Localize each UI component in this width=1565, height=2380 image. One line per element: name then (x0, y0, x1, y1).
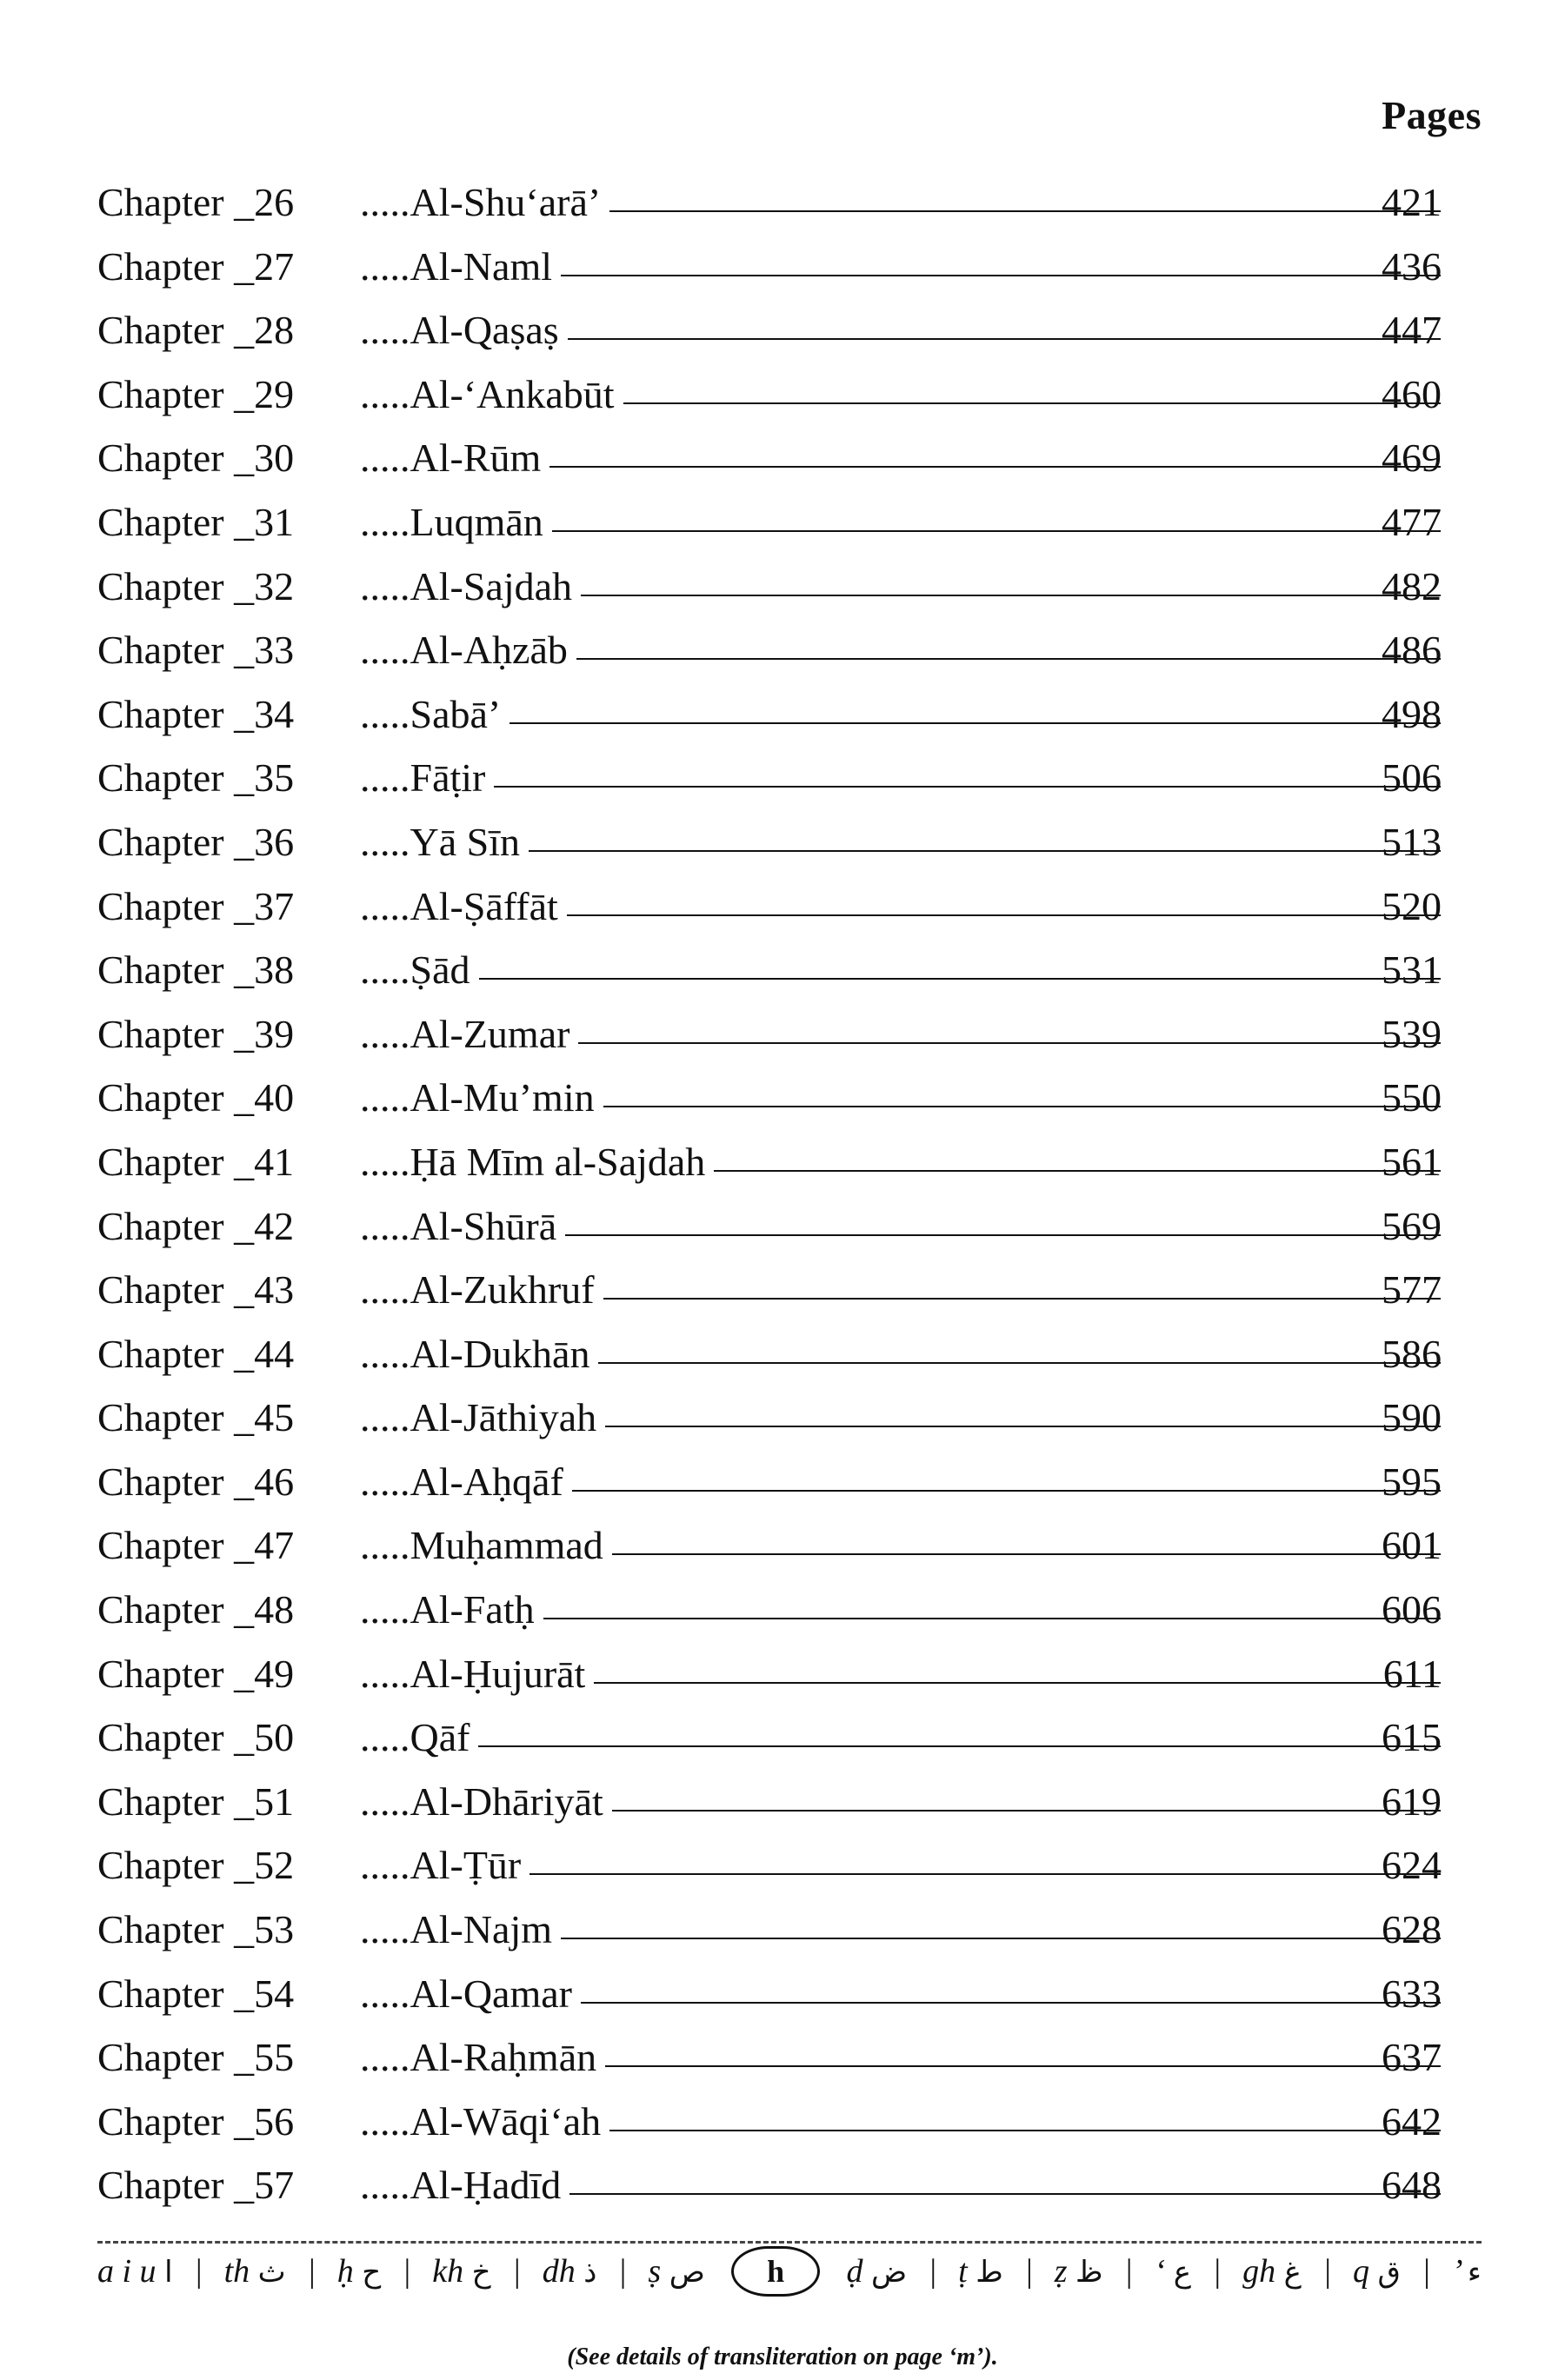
leader-rule (569, 2193, 1441, 2195)
translit-latin: ’ (1451, 2253, 1462, 2290)
page-number: 569 (1382, 1203, 1442, 1248)
translit-pair (543, 2252, 597, 2290)
toc-row (0, 1705, 1565, 1770)
toc-row (0, 426, 1565, 490)
translit-separator: | (1422, 2253, 1431, 2290)
translit-separator: | (1322, 2253, 1332, 2290)
chapter-title-leader (360, 810, 1441, 874)
translit-pair (337, 2252, 381, 2290)
leading-dots: ..... (360, 1139, 410, 1184)
leader-rule (479, 978, 1442, 980)
page-number: 539 (1382, 1011, 1442, 1056)
chapter-title-leader (360, 490, 1441, 555)
chapter-title-leader (360, 1194, 1441, 1259)
leader-rule (581, 595, 1441, 596)
translit-latin: q (1352, 2253, 1369, 2290)
leader-rule (552, 530, 1441, 532)
chapter-number: Chapter _44 (97, 1331, 295, 1376)
chapter-title-leader (360, 1578, 1441, 1642)
chapter-number: Chapter _48 (97, 1587, 295, 1632)
translit-arabic: ء (1467, 2255, 1482, 2290)
translit-latin: kh (432, 2253, 464, 2290)
chapter-title: Al-Raḥmān (410, 2035, 597, 2080)
translit-arabic: خ (471, 2255, 491, 2290)
page-number: 611 (1382, 1651, 1442, 1696)
translit-separator: | (193, 2253, 203, 2290)
leader-rule (561, 1938, 1441, 1939)
chapter-title: Al-Naml (410, 243, 553, 289)
chapter-title: Al-Ḥujurāt (410, 1651, 586, 1696)
leading-dots: ..... (360, 1907, 410, 1952)
translit-pair (97, 2252, 173, 2290)
page-number: 590 (1382, 1395, 1442, 1440)
chapter-number: Chapter _38 (97, 947, 295, 993)
leading-dots: ..... (360, 2098, 410, 2144)
leading-dots: ..... (360, 1267, 410, 1313)
leader-rule (612, 1810, 1441, 1812)
chapter-title-leader (360, 235, 1441, 299)
translit-separator: | (1212, 2253, 1222, 2290)
table-of-contents (0, 170, 1565, 2217)
page-number: 642 (1382, 2098, 1442, 2144)
chapter-number: Chapter _35 (97, 755, 295, 801)
leader-rule (594, 1682, 1441, 1684)
chapter-title-leader (360, 298, 1441, 362)
chapter-title-leader (360, 1130, 1441, 1194)
chapter-number: Chapter _45 (97, 1395, 295, 1440)
leading-dots: ..... (360, 1395, 410, 1440)
leader-rule (509, 722, 1441, 724)
toc-row (0, 810, 1565, 874)
translit-arabic: ظ (1076, 2255, 1103, 2290)
translit-separator: | (402, 2253, 411, 2290)
leader-rule (623, 402, 1441, 404)
leading-dots: ..... (360, 243, 410, 289)
toc-row (0, 1322, 1565, 1386)
page-number: 469 (1382, 435, 1442, 481)
chapter-title: Al-Rūm (410, 435, 542, 481)
leader-rule (605, 1426, 1441, 1427)
chapter-title: Al-Najm (410, 1907, 553, 1952)
page-number: 628 (1382, 1907, 1442, 1952)
toc-row (0, 1770, 1565, 1834)
translit-pair (1155, 2252, 1191, 2290)
translit-pair (1242, 2252, 1302, 2290)
leading-dots: ..... (360, 435, 410, 481)
leading-dots: ..... (360, 1715, 410, 1760)
chapter-title-leader (360, 1386, 1441, 1450)
toc-row (0, 555, 1565, 619)
leader-rule (576, 658, 1441, 660)
toc-row (0, 235, 1565, 299)
leading-dots: ..... (360, 1523, 410, 1568)
translit-arabic: ا (164, 2255, 173, 2290)
chapter-title: Al-Zumar (410, 1011, 570, 1056)
translit-latin: ṣ (648, 2253, 662, 2290)
leader-rule (581, 2002, 1441, 2004)
toc-row (0, 170, 1565, 235)
chapter-title: Qāf (410, 1715, 470, 1760)
leading-dots: ..... (360, 1587, 410, 1632)
translit-arabic: ق (1377, 2255, 1401, 2290)
page-number: 486 (1382, 628, 1442, 673)
page-number: 615 (1382, 1715, 1442, 1760)
chapter-title-leader (360, 2153, 1441, 2217)
translit-pair (846, 2252, 907, 2290)
page-number: 498 (1382, 691, 1442, 736)
leader-rule (549, 466, 1441, 468)
translit-pair (958, 2252, 1003, 2290)
chapter-title: Al-‘Ankabūt (410, 371, 615, 416)
leading-dots: ..... (360, 2035, 410, 2080)
leading-dots: ..... (360, 1778, 410, 1824)
chapter-number: Chapter _40 (97, 1075, 295, 1120)
chapter-title: Al-Mu’min (410, 1075, 595, 1120)
chapter-number: Chapter _26 (97, 180, 295, 224)
translit-arabic: ث (257, 2255, 286, 2290)
chapter-title: Muḥammad (410, 1523, 603, 1568)
leading-dots: ..... (360, 1651, 410, 1696)
toc-row (0, 1258, 1565, 1322)
leading-dots: ..... (360, 1331, 410, 1376)
page-number: 477 (1382, 499, 1442, 544)
page-number: 506 (1382, 755, 1442, 801)
chapter-title: Al-Qamar (410, 1971, 572, 2016)
chapter-number: Chapter _28 (97, 308, 295, 353)
page-number: 577 (1382, 1267, 1442, 1313)
page-number: 447 (1382, 308, 1442, 353)
leader-rule (598, 1362, 1441, 1364)
chapter-title-leader (360, 618, 1441, 682)
leading-dots: ..... (360, 947, 410, 993)
chapter-title: Al-Ṭūr (410, 1843, 522, 1888)
toc-row (0, 682, 1565, 747)
chapter-number: Chapter _43 (97, 1267, 295, 1313)
leading-dots: ..... (360, 1971, 410, 2016)
chapter-title-leader (360, 1002, 1441, 1067)
leader-rule (603, 1298, 1441, 1300)
chapter-title-leader (360, 426, 1441, 490)
toc-row (0, 1002, 1565, 1067)
chapter-title-leader (360, 2090, 1441, 2154)
leader-rule (567, 914, 1441, 916)
chapter-number: Chapter _41 (97, 1139, 295, 1184)
leading-dots: ..... (360, 371, 410, 416)
chapter-title: Al-Aḥzāb (410, 628, 568, 673)
toc-row (0, 1642, 1565, 1706)
chapter-number: Chapter _42 (97, 1203, 295, 1248)
chapter-number: Chapter _33 (97, 628, 295, 673)
page-number: 460 (1382, 371, 1442, 416)
footer-divider (97, 2241, 1482, 2244)
toc-row (0, 1898, 1565, 1962)
leader-rule (561, 275, 1441, 276)
leading-dots: ..... (360, 755, 410, 801)
toc-row (0, 2090, 1565, 2154)
chapter-title-leader (360, 1513, 1441, 1578)
chapter-title: Al-Qaṣaṣ (410, 308, 559, 353)
leader-rule (605, 2065, 1441, 2067)
leader-rule (572, 1490, 1441, 1492)
chapter-number: Chapter _55 (97, 2035, 295, 2080)
leading-dots: ..... (360, 628, 410, 673)
translit-separator: | (1123, 2253, 1134, 2290)
leading-dots: ..... (360, 1843, 410, 1888)
leader-rule (578, 1042, 1441, 1044)
chapter-title-leader (360, 874, 1441, 939)
leader-rule (609, 2130, 1441, 2131)
leading-dots: ..... (360, 2163, 410, 2208)
chapter-title: Al-Dhāriyāt (410, 1778, 603, 1824)
page-number: 619 (1382, 1778, 1442, 1824)
toc-row (0, 362, 1565, 427)
leading-dots: ..... (360, 180, 410, 224)
translit-latin: ḥ (336, 2253, 354, 2290)
chapter-title: Al-Shu‘arā’ (410, 180, 602, 224)
translit-arabic: ذ (583, 2255, 597, 2290)
page-number: 482 (1382, 563, 1442, 608)
page-number: 633 (1382, 1971, 1442, 2016)
leader-rule (612, 1553, 1441, 1555)
translit-pair (224, 2252, 286, 2290)
leading-dots: ..... (360, 883, 410, 928)
translit-pair (1353, 2252, 1401, 2290)
chapter-title: Al-Jāthiyah (410, 1395, 597, 1440)
toc-row (0, 1513, 1565, 1578)
toc-row (0, 1130, 1565, 1194)
translit-latin: ẓ (1054, 2253, 1068, 2290)
chapter-number: Chapter _49 (97, 1651, 295, 1696)
chapter-title: Al-Fatḥ (410, 1587, 535, 1632)
chapter-title: Al-Wāqi‘ah (410, 2098, 602, 2144)
chapter-title-leader (360, 1066, 1441, 1130)
pages-heading: Pages (1382, 93, 1482, 137)
translit-pair (1452, 2252, 1482, 2290)
page-number: 550 (1382, 1075, 1442, 1120)
page-number: 606 (1382, 1587, 1442, 1632)
toc-row (0, 298, 1565, 362)
toc-row (0, 1450, 1565, 1514)
chapter-number: Chapter _31 (97, 499, 295, 544)
chapter-title-leader (360, 938, 1441, 1002)
page-number: 601 (1382, 1523, 1442, 1568)
chapter-number: Chapter _39 (97, 1011, 295, 1056)
toc-row (0, 874, 1565, 939)
chapter-title-leader (360, 1962, 1441, 2026)
translit-latin: ḍ (846, 2253, 863, 2290)
leader-rule (609, 210, 1441, 212)
chapter-number: Chapter _34 (97, 691, 295, 736)
chapter-title-leader (360, 362, 1441, 427)
translit-latin: ṭ (958, 2253, 968, 2290)
chapter-title: Al-Ḥadīd (410, 2163, 562, 2208)
page-number: 648 (1382, 2163, 1442, 2208)
chapter-number: Chapter _50 (97, 1715, 295, 1760)
toc-row (0, 2153, 1565, 2217)
page-number: 624 (1382, 1843, 1442, 1888)
chapter-title-leader (360, 1705, 1441, 1770)
chapter-number: Chapter _46 (97, 1459, 295, 1504)
translit-latin: th (223, 2253, 250, 2290)
chapter-title: Ṣād (410, 947, 470, 993)
chapter-title-leader (360, 170, 1441, 235)
leading-dots: ..... (360, 308, 410, 353)
toc-row (0, 2025, 1565, 2090)
chapter-title-leader (360, 746, 1441, 810)
translit-latin: dh (542, 2253, 576, 2290)
chapter-title: Ḥā Mīm al-Sajdah (410, 1139, 706, 1184)
translit-separator: | (306, 2253, 316, 2290)
leader-rule (603, 1106, 1441, 1107)
translit-separator: | (511, 2253, 522, 2290)
translit-arabic: ع (1173, 2255, 1191, 2290)
chapter-number: Chapter _53 (97, 1907, 295, 1952)
chapter-title-leader (360, 1898, 1441, 1962)
toc-row (0, 1386, 1565, 1450)
chapter-title: Luqmān (410, 499, 543, 544)
chapter-title: Al-Dukhān (410, 1331, 590, 1376)
leading-dots: ..... (360, 691, 410, 736)
leader-rule (714, 1170, 1441, 1172)
chapter-title: Al-Aḥqāf (410, 1459, 563, 1504)
chapter-number: Chapter _32 (97, 563, 295, 608)
translit-arabic: ح (362, 2255, 382, 2290)
page-number: 561 (1382, 1139, 1442, 1184)
translit-latin: ‘ (1154, 2253, 1166, 2290)
chapter-title-leader (360, 555, 1441, 619)
chapter-title-leader (360, 1450, 1441, 1514)
toc-row (0, 1194, 1565, 1259)
chapter-number: Chapter _52 (97, 1843, 295, 1888)
page-number: 531 (1382, 947, 1442, 993)
translit-arabic: ط (976, 2255, 1003, 2290)
chapter-title: Al-Zukhruf (410, 1267, 595, 1313)
chapter-title-leader (360, 1833, 1441, 1898)
leader-rule (543, 1618, 1441, 1619)
translit-latin: gh (1242, 2253, 1276, 2290)
page-number: 513 (1382, 819, 1442, 864)
leader-rule (494, 786, 1441, 788)
chapter-title: Yā Sīn (410, 819, 520, 864)
transliteration-note: (See details of transliteration on page ‘m’). (567, 2343, 998, 2370)
leading-dots: ..... (360, 1075, 410, 1120)
page-number: 436 (1382, 243, 1442, 289)
chapter-title-leader (360, 1258, 1441, 1322)
translit-pair (432, 2252, 490, 2290)
translit-pair (1055, 2252, 1103, 2290)
leading-dots: ..... (360, 819, 410, 864)
leader-rule (568, 338, 1441, 340)
toc-row (0, 1962, 1565, 2026)
page-number: 586 (1382, 1331, 1442, 1376)
chapter-number: Chapter _54 (97, 1971, 295, 2016)
leader-rule (529, 1873, 1441, 1875)
page-number: 595 (1382, 1459, 1442, 1504)
page-number: 421 (1382, 180, 1442, 224)
chapter-number: Chapter _27 (97, 243, 295, 289)
toc-row (0, 1578, 1565, 1642)
chapter-number: Chapter _36 (97, 819, 295, 864)
transliteration-key (97, 2246, 1482, 2297)
leader-rule (565, 1234, 1441, 1236)
chapter-title: Fāṭir (410, 755, 486, 801)
toc-row (0, 1066, 1565, 1130)
leading-dots: ..... (360, 1459, 410, 1504)
leader-rule (529, 850, 1441, 852)
chapter-number: Chapter _57 (97, 2163, 295, 2208)
leader-rule (478, 1745, 1441, 1747)
chapter-number: Chapter _29 (97, 371, 295, 416)
toc-row (0, 1833, 1565, 1898)
chapter-title: Sabā’ (410, 691, 502, 736)
chapter-number: Chapter _30 (97, 435, 295, 481)
chapter-title-leader (360, 2025, 1441, 2090)
leading-dots: ..... (360, 499, 410, 544)
leading-dots: ..... (360, 1011, 410, 1056)
translit-latin: a i u (97, 2253, 156, 2290)
chapter-title-leader (360, 1322, 1441, 1386)
translit-separator: | (1023, 2253, 1034, 2290)
translit-arabic: ض (870, 2255, 908, 2290)
toc-row (0, 746, 1565, 810)
translit-arabic: غ (1283, 2255, 1302, 2290)
chapter-title: Al-Ṣāffāt (410, 883, 558, 928)
chapter-number: Chapter _37 (97, 883, 295, 928)
page-number: 520 (1382, 883, 1442, 928)
page-letter-badge: h (731, 2246, 820, 2297)
leading-dots: ..... (360, 1203, 410, 1248)
chapter-number: Chapter _51 (97, 1778, 295, 1824)
toc-row (0, 490, 1565, 555)
chapter-title: Al-Sajdah (410, 563, 573, 608)
translit-separator: | (617, 2253, 628, 2290)
page-number: 637 (1382, 2035, 1442, 2080)
chapter-title-leader (360, 1770, 1441, 1834)
chapter-title-leader (360, 682, 1441, 747)
chapter-title-leader (360, 1642, 1441, 1706)
translit-pair (648, 2252, 704, 2290)
leading-dots: ..... (360, 563, 410, 608)
translit-separator: | (928, 2253, 937, 2290)
chapter-title: Al-Shūrā (410, 1203, 557, 1248)
chapter-number: Chapter _56 (97, 2098, 295, 2144)
translit-arabic: ص (669, 2255, 705, 2290)
toc-row (0, 938, 1565, 1002)
toc-row (0, 618, 1565, 682)
chapter-number: Chapter _47 (97, 1523, 295, 1568)
